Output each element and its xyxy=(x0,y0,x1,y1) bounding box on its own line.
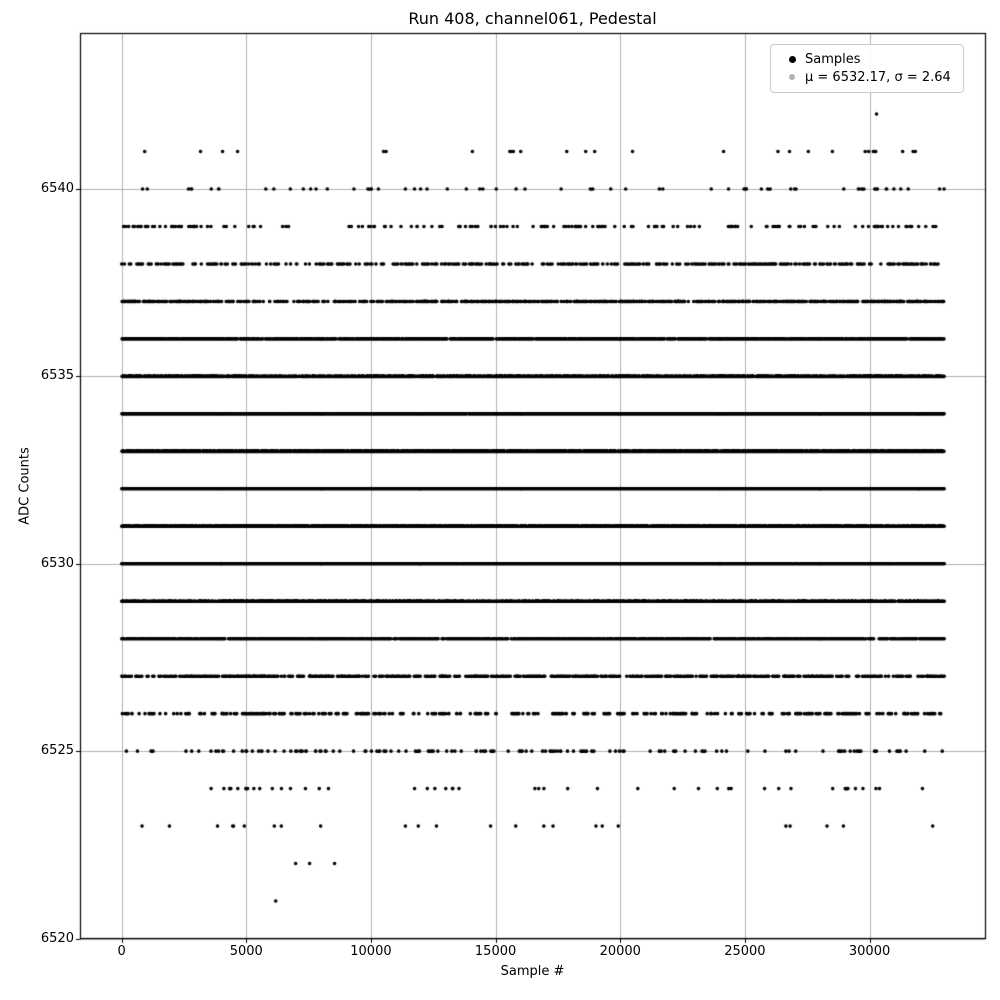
x-tick-label: 5000 xyxy=(229,944,263,959)
mean-marker-icon xyxy=(779,70,805,85)
y-tick-label: 6540 xyxy=(40,181,74,197)
y-tick-label: 6530 xyxy=(40,555,74,571)
y-axis-label: ADC Counts xyxy=(17,447,33,525)
y-tick-label: 6525 xyxy=(40,743,74,759)
legend-entry-mean-sigma xyxy=(779,68,951,86)
chart-title: Run 408, channel061, Pedestal xyxy=(408,9,657,28)
samples-marker-icon xyxy=(779,52,805,67)
x-tick-label: 25000 xyxy=(724,944,766,959)
legend-label-samples: Samples xyxy=(805,51,861,67)
x-tick-label: 15000 xyxy=(474,944,517,959)
x-tick-label: 30000 xyxy=(848,944,891,959)
x-axis-label: Sample # xyxy=(500,964,565,979)
x-tick-label: 20000 xyxy=(599,944,641,959)
y-tick-label: 6520 xyxy=(40,930,74,946)
y-tick-label: 6535 xyxy=(40,368,74,384)
x-tick-label: 10000 xyxy=(350,944,392,959)
legend xyxy=(770,44,964,93)
legend-entry-samples xyxy=(779,50,951,68)
legend-label-mean-sigma: μ = 6532.17, σ = 2.64 xyxy=(805,69,951,85)
x-tick-label: 0 xyxy=(117,944,126,959)
